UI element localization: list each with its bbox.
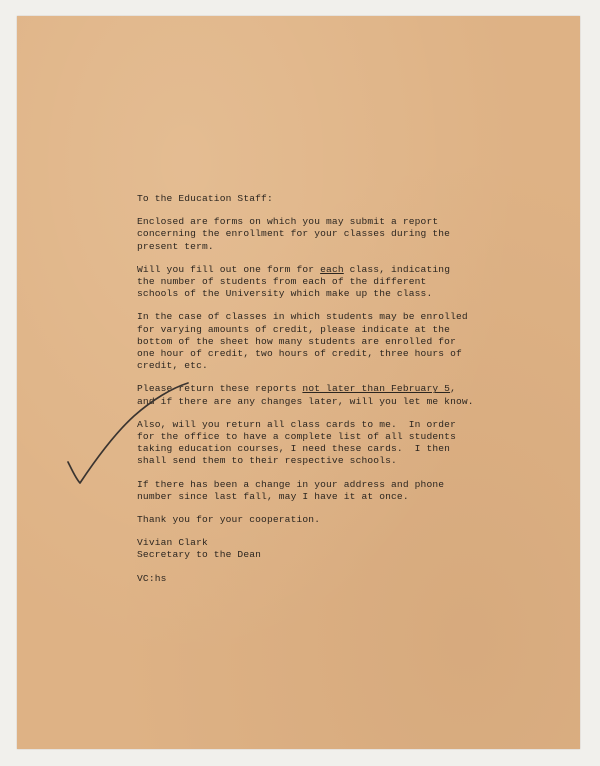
paragraph-fill-out-form [137,264,467,301]
paragraph-line: Will you fill out one form for each class, indicating [137,263,451,275]
paragraph-line: and if there are any changes later, will you let me know. [137,395,474,407]
pencil-check-mark [66,382,191,487]
paragraph-line: shall send them to their respective schools. [137,455,397,467]
underlined-deadline: not later than February 5 [302,383,451,395]
paragraph-line: schools of the University which make up the class. [137,288,433,300]
paragraph-line: present term. [137,240,214,252]
signature-name: Vivian Clark [137,537,208,549]
typist-initials: VC:hs [137,572,167,584]
salutation: To the Education Staff: [137,193,273,204]
closing: Thank you for your cooperation. [137,514,321,526]
signature-title: Secretary to the Dean [137,549,262,561]
paragraph-line: credit, etc. [137,360,208,372]
paragraph-line: number since last fall, may I have it at once. [137,490,409,502]
paragraph-varying-credit [137,311,467,372]
paragraph-line: one hour of credit, two hours of credit, three hours of [137,348,462,360]
paragraph-line: If there has been a change in your address and phone [137,478,445,490]
paragraph-line: for the office to have a complete list of all students [137,431,456,443]
underlined-each: each [320,263,344,275]
paragraph-line: Enclosed are forms on which you may submit a report [137,216,439,228]
paragraph-line: concerning the enrollment for your classes during the [137,228,451,240]
paragraph-line: Also, will you return all class cards to me. In order [137,418,456,430]
paragraph-line: bottom of the sheet how many students are enrolled for [137,335,456,347]
paragraph-line: In the case of classes in which students may be enrolled [137,311,468,323]
paragraph-line: the number of students from each of the different [137,276,427,288]
paragraph-line: taking education courses, I need these cards. I then [137,443,451,455]
paragraph-enclosed-forms [137,216,467,253]
paragraph-line: for varying amounts of credit, please indicate at the [137,323,451,335]
paragraph-line: Please return these reports not later than February 5, [137,383,457,395]
